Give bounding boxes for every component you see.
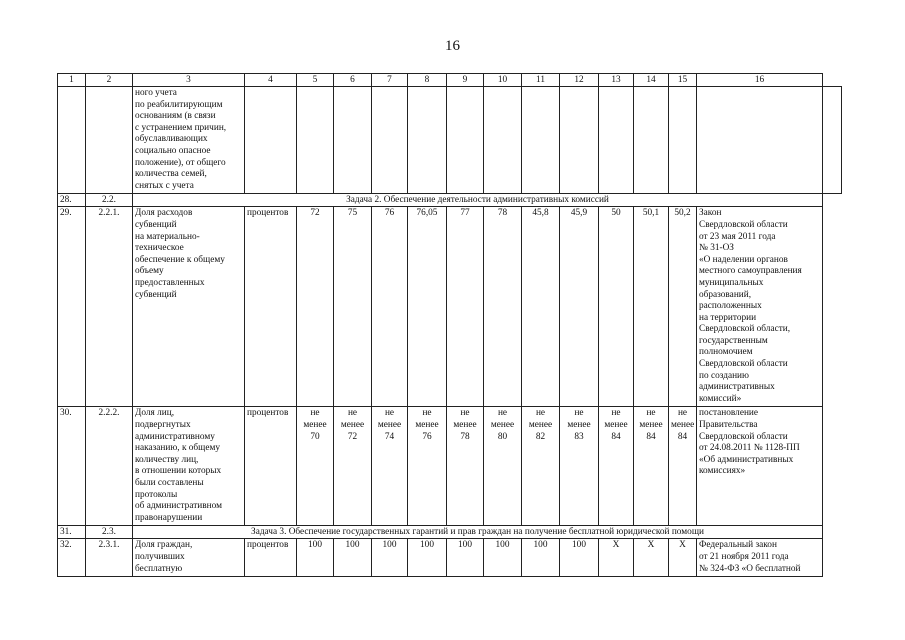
table-row bbox=[58, 407, 842, 526]
header-cell: 5 bbox=[297, 74, 334, 87]
value-cell: не менее 80 bbox=[484, 407, 522, 526]
value-cell: не менее 84 bbox=[669, 407, 697, 526]
row-number: 30. bbox=[58, 407, 86, 526]
source-cell: постановление Правительства Свердловской области от 24.08.2011 № 1128-ПП «Об административных комиссиях» bbox=[697, 407, 823, 526]
value-cell: 100 bbox=[484, 539, 522, 577]
row-number: 28. bbox=[58, 194, 86, 207]
header-cell: 15 bbox=[669, 74, 697, 87]
row-code: 2.2.2. bbox=[86, 407, 133, 526]
value-cell: 100 bbox=[334, 539, 372, 577]
indicators-table bbox=[57, 73, 842, 577]
value-cell: не менее 84 bbox=[599, 407, 634, 526]
header-cell: 2 bbox=[86, 74, 133, 87]
row-code: 2.2. bbox=[86, 194, 133, 207]
indicator-cell: ного учета по реабилитирующим основаниям (в связи с устранением причин, обуславливающих социально опасное положение), от общего количества семей, снятых с учета bbox=[133, 87, 245, 194]
task-row bbox=[58, 194, 842, 207]
value-cell: не менее 82 bbox=[522, 407, 560, 526]
header-cell: 12 bbox=[560, 74, 599, 87]
row-number: 31. bbox=[58, 526, 86, 539]
row-code: 2.3. bbox=[86, 526, 133, 539]
row-number: 29. bbox=[58, 207, 86, 407]
value-cell: Х bbox=[634, 539, 669, 577]
task-title: Задача 3. Обеспечение государственных гарантий и прав граждан на получение бесплатной юридической помощи bbox=[133, 526, 823, 539]
header-cell: 3 bbox=[133, 74, 245, 87]
value-cell: 100 bbox=[522, 539, 560, 577]
value-cell: 50,2 bbox=[669, 207, 697, 407]
value-cell: не менее 76 bbox=[408, 407, 447, 526]
header-cell: 16 bbox=[697, 74, 823, 87]
table-row-continued bbox=[58, 87, 842, 194]
header-cell: 9 bbox=[447, 74, 484, 87]
value-cell: не менее 84 bbox=[634, 407, 669, 526]
indicator-cell: Доля лиц, подвергнутых административному наказанию, к общему количеству лиц, в отношении которых были составлены протоколы об административном правонарушении bbox=[133, 407, 245, 526]
header-cell: 14 bbox=[634, 74, 669, 87]
table-row bbox=[58, 539, 842, 577]
header-cell: 4 bbox=[245, 74, 297, 87]
unit-cell: процентов bbox=[245, 207, 297, 407]
row-number: 32. bbox=[58, 539, 86, 577]
value-cell: Х bbox=[669, 539, 697, 577]
unit-cell: процентов bbox=[245, 539, 297, 577]
header-cell: 7 bbox=[372, 74, 408, 87]
source-cell: Федеральный закон от 21 ноября 2011 года № 324-ФЗ «О бесплатной bbox=[697, 539, 823, 577]
header-cell: 11 bbox=[522, 74, 560, 87]
header-cell: 8 bbox=[408, 74, 447, 87]
value-cell: не менее 70 bbox=[297, 407, 334, 526]
indicator-cell: Доля расходов субвенций на материально- техническое обеспечение к общему объему предоставленных субвенций bbox=[133, 207, 245, 407]
value-cell: не менее 74 bbox=[372, 407, 408, 526]
value-cell: 50 bbox=[599, 207, 634, 407]
value-cell: 100 bbox=[447, 539, 484, 577]
value-cell: 76 bbox=[372, 207, 408, 407]
value-cell: 50,1 bbox=[634, 207, 669, 407]
value-cell: 76,05 bbox=[408, 207, 447, 407]
row-code: 2.2.1. bbox=[86, 207, 133, 407]
value-cell: 100 bbox=[560, 539, 599, 577]
page-number: 16 bbox=[445, 38, 460, 54]
value-cell: 72 bbox=[297, 207, 334, 407]
value-cell: 78 bbox=[484, 207, 522, 407]
value-cell: не менее 72 bbox=[334, 407, 372, 526]
value-cell: 75 bbox=[334, 207, 372, 407]
header-cell: 13 bbox=[599, 74, 634, 87]
value-cell: не менее 78 bbox=[447, 407, 484, 526]
value-cell: Х bbox=[599, 539, 634, 577]
value-cell: 100 bbox=[372, 539, 408, 577]
header-cell: 6 bbox=[334, 74, 372, 87]
header-cell: 10 bbox=[484, 74, 522, 87]
task-title: Задача 2. Обеспечение деятельности административных комиссий bbox=[133, 194, 823, 207]
task-row bbox=[58, 526, 842, 539]
value-cell: не менее 83 bbox=[560, 407, 599, 526]
header-cell: 1 bbox=[58, 74, 86, 87]
unit-cell: процентов bbox=[245, 407, 297, 526]
indicator-cell: Доля граждан, получивших бесплатную bbox=[133, 539, 245, 577]
header-row bbox=[58, 74, 842, 87]
source-cell: Закон Свердловской области от 23 мая 2011 года № 31-ОЗ «О наделении органов местного самоуправления муниципальных образований, расположенных на территории Свердловской области, государственным полномочием Свердловской области по созданию административных комиссий» bbox=[697, 207, 823, 407]
value-cell: 100 bbox=[297, 539, 334, 577]
row-code: 2.3.1. bbox=[86, 539, 133, 577]
value-cell: 45,8 bbox=[522, 207, 560, 407]
value-cell: 77 bbox=[447, 207, 484, 407]
table-row bbox=[58, 207, 842, 407]
value-cell: 100 bbox=[408, 539, 447, 577]
value-cell: 45,9 bbox=[560, 207, 599, 407]
